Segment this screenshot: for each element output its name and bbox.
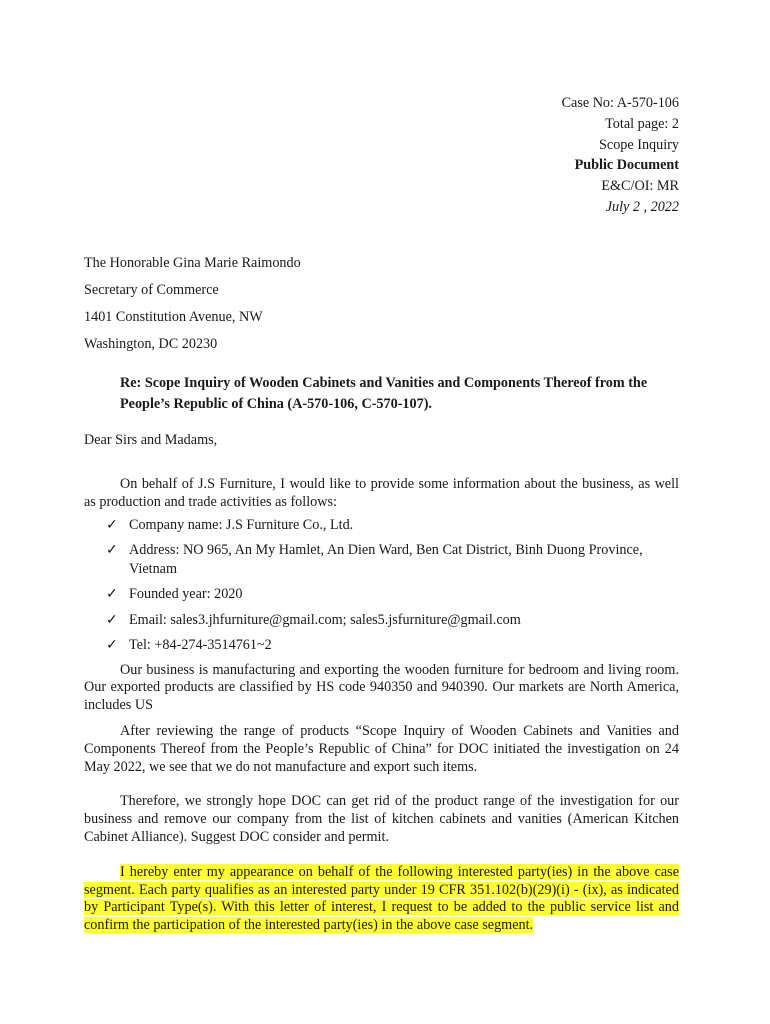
list-item-text: Address: NO 965, An My Hamlet, An Dien Ward, Ben Cat District, Binh Duong Province, Vietnam	[129, 542, 643, 577]
business-paragraph: Our business is manufacturing and exporting the wooden furniture for bedroom and living room. Our exported products are classified by HS code 940350 and 940390. Our markets are North America, includes US	[84, 661, 679, 714]
checkmark-icon: ✓	[106, 586, 118, 603]
subject-line: Re: Scope Inquiry of Wooden Cabinets and Vanities and Components Thereof from the People’s Republic of China (A-570-106, C-570-107).	[120, 375, 648, 412]
list-item	[106, 585, 679, 604]
case-number: Case No: A-570-106	[561, 95, 679, 111]
checkmark-icon: ✓	[106, 611, 118, 628]
recipient-city: Washington, DC 20230	[84, 336, 218, 352]
list-item	[106, 516, 679, 535]
checkmark-icon: ✓	[106, 637, 118, 654]
document-type: Scope Inquiry	[599, 136, 679, 153]
list-item-text: Tel: +84-274-3514761~2	[129, 637, 272, 654]
review-paragraph: After reviewing the range of products “Scope Inquiry of Wooden Cabinets and Vanities and Components Thereof from the People’s Republic of China” for DOC initiated the investigation on 24 May 2022, we see that we do not manufacture and export such items.	[84, 722, 679, 775]
intro-paragraph: On behalf of J.S Furniture, I would like to provide some information about the business, as well as production and trade activities as follows:	[84, 476, 679, 510]
checkmark-icon: ✓	[106, 542, 118, 559]
office-code: E&C/OI: MR	[601, 178, 679, 195]
list-item	[106, 541, 679, 578]
recipient-name: The Honorable Gina Marie Raimondo	[84, 255, 301, 271]
public-document-label: Public Document	[574, 157, 679, 174]
list-item-text: Email: sales3.jhfurniture@gmail.com; sales5.jsfurniture@gmail.com	[129, 611, 521, 628]
list-item	[106, 611, 679, 630]
letter-header	[562, 93, 679, 218]
recipient-address	[84, 250, 301, 358]
letter-date: July 2 , 2022	[605, 198, 679, 215]
recipient-title: Secretary of Commerce	[84, 282, 219, 298]
request-paragraph: Therefore, we strongly hope DOC can get rid of the product range of the investigation for our business and remove our company from the list of kitchen cabinets and vanities (American Kitchen Cabinet Alliance). Suggest DOC consider and permit.	[84, 793, 679, 845]
highlighted-text: I hereby enter my appearance on behalf of the following interested party(ies) in the above case segment. Each party qualifies as an interested party under 19 CFR 351.102(b)(29)(i) - (ix), as indicated by Participant Type(s). With this letter of interest, I request to be added to the public service list and confirm the participation of the interested party(ies) in the above case segment.	[84, 863, 679, 934]
checkmark-icon: ✓	[106, 516, 118, 533]
appearance-paragraph	[84, 864, 679, 935]
total-pages: Total page: 2	[605, 115, 679, 132]
list-item-text: Founded year: 2020	[129, 586, 243, 603]
list-item	[106, 636, 679, 655]
list-item-text: Company name: J.S Furniture Co., Ltd.	[129, 516, 354, 533]
company-info-list	[84, 516, 679, 655]
letter-body	[84, 476, 679, 935]
recipient-street: 1401 Constitution Avenue, NW	[84, 309, 263, 325]
salutation: Dear Sirs and Madams,	[84, 432, 218, 448]
